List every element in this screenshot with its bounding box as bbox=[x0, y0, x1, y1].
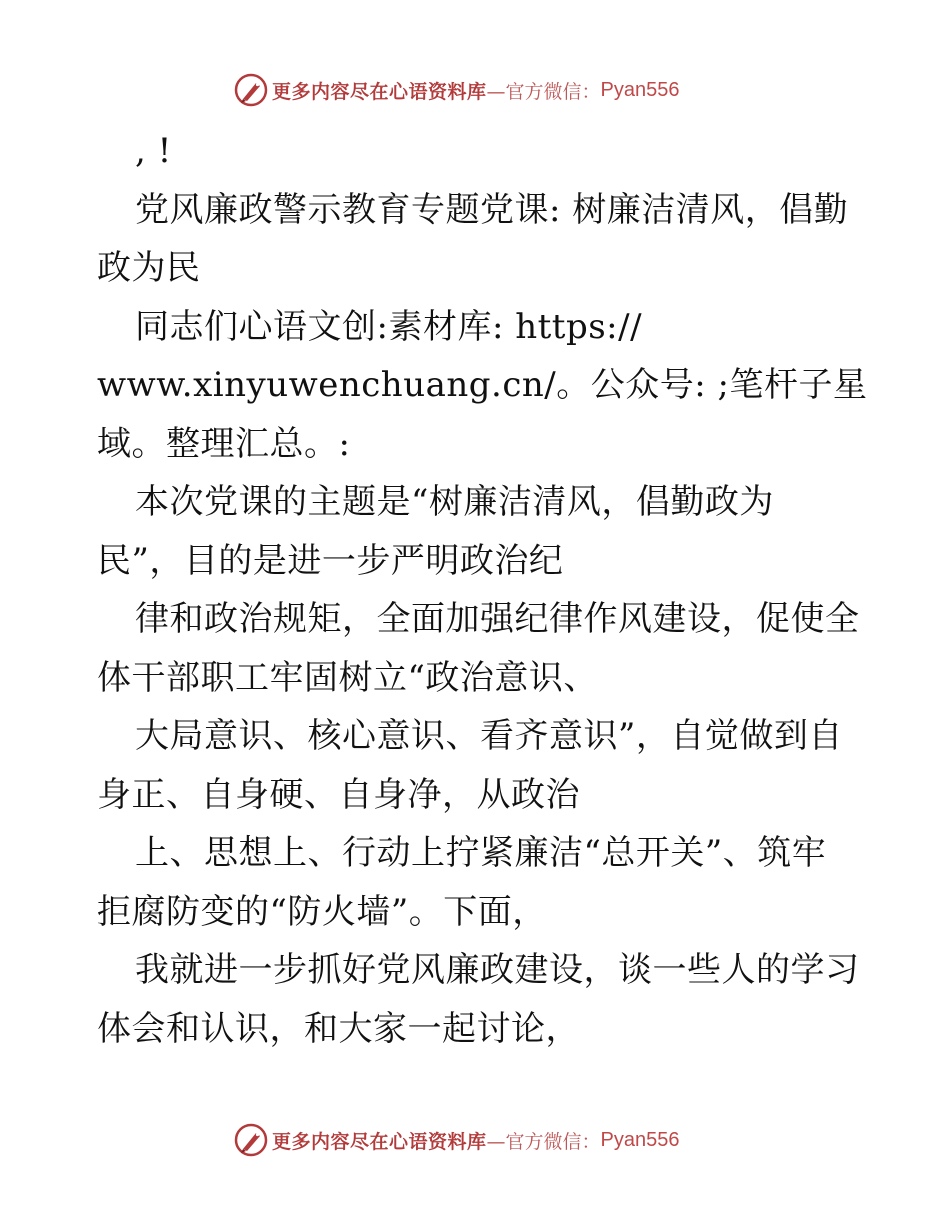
pen-nib-logo-icon bbox=[234, 1123, 268, 1157]
text-line: www.xinyuwenchuang.cn/。公众号: ;笔杆子星 bbox=[97, 365, 868, 405]
text-line: , ! bbox=[135, 131, 172, 171]
text-line: 党风廉政警示教育专题党课: 树廉洁清风，倡勤 bbox=[135, 189, 849, 230]
text-line: 我就进一步抓好党风廉政建设，谈一些人的学习 bbox=[135, 950, 860, 990]
text-line: 同志们心语文创:素材库: https:// bbox=[135, 306, 643, 347]
banner-dash-text: —官方微信： bbox=[486, 80, 601, 103]
text-line: 拒腐防变的“防火墙”。下面， bbox=[97, 891, 547, 932]
document-body bbox=[97, 122, 868, 1058]
text-line: 本次党课的主题是“树廉洁清风，倡勤政为 bbox=[135, 482, 774, 522]
text-line: 大局意识、核心意识、看齐意识”，自觉做到自 bbox=[135, 716, 843, 756]
banner-main-text: 更多内容尽在心语资料库 bbox=[272, 1130, 487, 1153]
text-line: 体会和认识，和大家一起讨论， bbox=[97, 1008, 580, 1049]
banner-wechat-id: Pyan556 bbox=[600, 78, 680, 101]
text-line: 上、思想上、行动上拧紧廉洁“总开关”、筑牢 bbox=[135, 833, 827, 873]
banner-main-text: 更多内容尽在心语资料库 bbox=[272, 80, 487, 103]
pen-nib-logo-icon bbox=[234, 73, 268, 107]
text-line: 身正、自身硬、自身净，从政治 bbox=[97, 774, 580, 815]
text-line: 律和政治规矩，全面加强纪律作风建设，促使全 bbox=[135, 599, 860, 639]
banner-wechat-id: Pyan556 bbox=[600, 1128, 680, 1151]
text-line: 政为民 bbox=[97, 248, 201, 288]
banner-dash-text: —官方微信： bbox=[486, 1130, 601, 1153]
footer-watermark-banner bbox=[234, 1120, 754, 1160]
header-watermark-banner bbox=[234, 70, 754, 110]
text-line: 体干部职工牢固树立“政治意识、 bbox=[97, 657, 598, 698]
text-line: 民”，目的是进一步严明政治纪 bbox=[97, 540, 564, 581]
text-line: 域。整理汇总。: bbox=[97, 423, 351, 464]
